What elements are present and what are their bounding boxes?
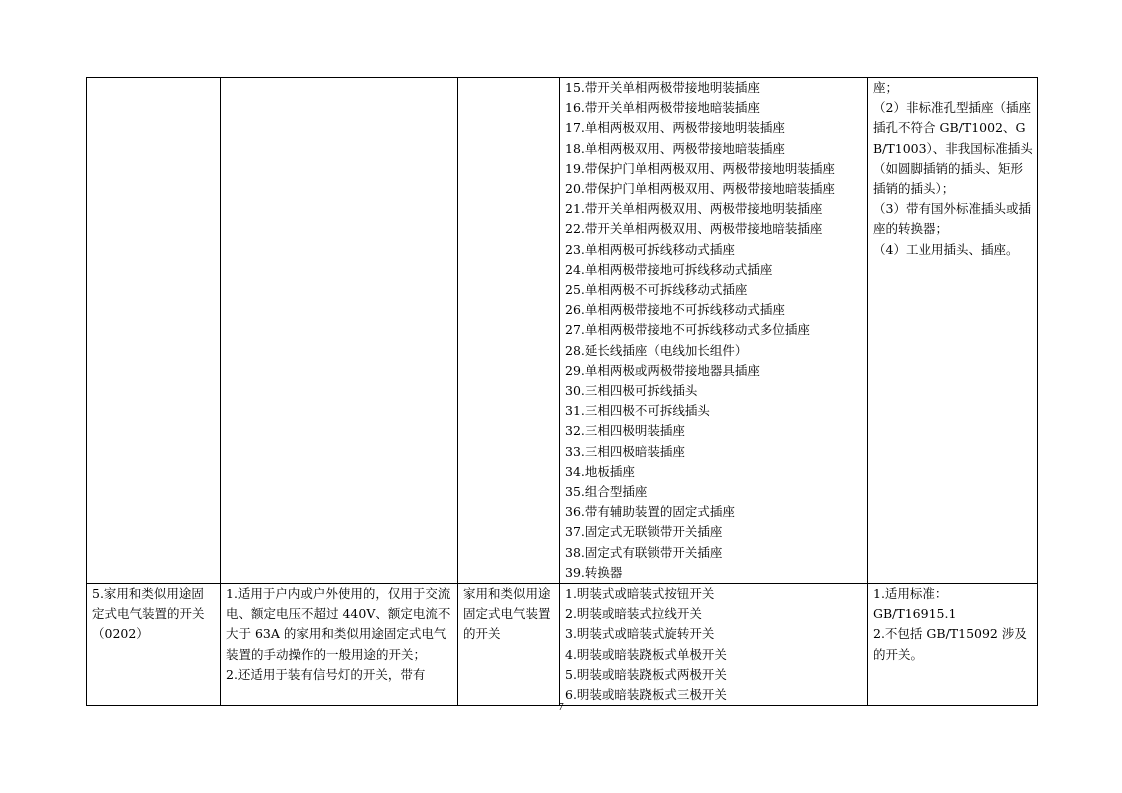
list-item: 31.三相四极不可拆线插头 <box>565 403 710 419</box>
notes-text: 座； （2）非标准孔型插座（插座插孔不符合 GB/T1002、GB/T1003）、非我国标准插头（如圆脚插销的插头、矩形插销的插头）； （3）带有国外标准插头或插座的转换器； （4）工业用插头、插座。 <box>873 80 1033 257</box>
notes-text: 1.适用标准： GB/T16915.1 2.不包括 GB/T15092 涉及的开关。 <box>873 586 1027 662</box>
list-item: 30.三相四极可拆线插头 <box>565 383 698 399</box>
category-cell <box>87 584 221 706</box>
list-item: 39.转换器 <box>565 564 623 580</box>
product-text: 家用和类似用途固定式电气装置的开关 <box>463 586 551 642</box>
list-item: 38.固定式有联锁带开关插座 <box>565 544 723 560</box>
list-item: 17.单相两极双用、两极带接地明装插座 <box>565 120 785 136</box>
list-item: 29.单相两极或两极带接地器具插座 <box>565 362 760 378</box>
category-text: 5.家用和类似用途固定式电气装置的开关（0202） <box>92 586 205 642</box>
catalog-table <box>86 77 1038 706</box>
product-list <box>565 584 863 705</box>
page-number: 7 <box>558 701 564 713</box>
scope-cell <box>221 78 458 584</box>
list-item: 18.单相两极双用、两极带接地暗装插座 <box>565 140 785 156</box>
product-list <box>565 78 863 583</box>
scope-cell <box>221 584 458 706</box>
list-item: 35.组合型插座 <box>565 484 648 500</box>
list-item: 34.地板插座 <box>565 463 635 479</box>
notes-cell <box>868 78 1038 584</box>
product-cell <box>458 78 560 584</box>
list-item: 26.单相两极带接地不可拆线移动式插座 <box>565 302 785 318</box>
list-item: 23.单相两极可拆线移动式插座 <box>565 241 735 257</box>
list-item: 16.带开关单相两极带接地暗装插座 <box>565 100 760 116</box>
list-item: 27.单相两极带接地不可拆线移动式多位插座 <box>565 322 810 338</box>
table-row <box>87 78 1038 584</box>
list-item: 33.三相四极暗装插座 <box>565 443 685 459</box>
category-cell <box>87 78 221 584</box>
list-item: 24.单相两极带接地可拆线移动式插座 <box>565 261 773 277</box>
list-item: 19.带保护门单相两极双用、两极带接地明装插座 <box>565 160 835 176</box>
list-item: 4.明装或暗装跷板式单极开关 <box>565 646 727 662</box>
list-item: 37.固定式无联锁带开关插座 <box>565 524 723 540</box>
scope-text: 1.适用于户内或户外使用的，仅用于交流电、额定电压不超过 440V、额定电流不大于 63A 的家用和类似用途固定式电气装置的手动操作的一般用途的开关； 2.还适用于装有信号灯的开关，带有 <box>226 586 451 682</box>
notes-cell <box>868 584 1038 706</box>
list-item: 5.明装或暗装跷板式两极开关 <box>565 666 727 682</box>
list-item: 20.带保护门单相两极双用、两极带接地暗装插座 <box>565 181 835 197</box>
list-item: 32.三相四极明装插座 <box>565 423 685 439</box>
product-cell <box>458 584 560 706</box>
table-row <box>87 584 1038 706</box>
list-item: 3.明装式或暗装式旋转开关 <box>565 626 715 642</box>
list-item: 2.明装或暗装式拉线开关 <box>565 606 702 622</box>
list-item: 15.带开关单相两极带接地明装插座 <box>565 80 760 95</box>
list-item: 1.明装式或暗装式按钮开关 <box>565 586 715 602</box>
list-item: 6.明装或暗装跷板式三极开关 <box>565 687 727 703</box>
list-item: 22.带开关单相两极双用、两极带接地暗装插座 <box>565 221 823 237</box>
list-item: 21.带开关单相两极双用、两极带接地明装插座 <box>565 201 823 217</box>
list-item: 28.延长线插座（电线加长组件） <box>565 342 748 358</box>
list-item: 36.带有辅助装置的固定式插座 <box>565 504 735 520</box>
product-list-cell <box>560 584 868 706</box>
product-list-cell <box>560 78 868 584</box>
list-item: 25.单相两极不可拆线移动式插座 <box>565 282 748 298</box>
